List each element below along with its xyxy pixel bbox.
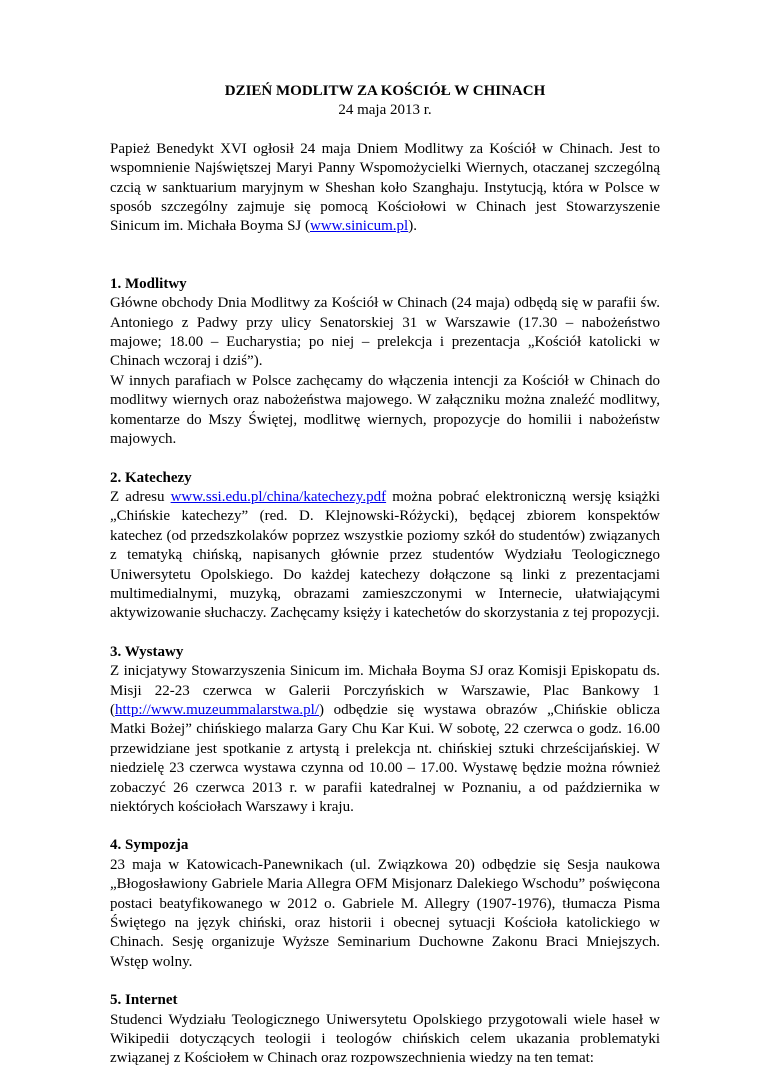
section-heading-katechezy: 2. Katechezy (110, 469, 192, 486)
section-internet (110, 991, 660, 1069)
katechezy-pdf-link[interactable]: www.ssi.edu.pl/china/katechezy.pdf (170, 488, 387, 505)
modlitwy-paragraph-1: Główne obchody Dnia Modlitwy za Kościół w Chinach (24 maja) odbędą się w parafii św. Antoniego z Padwy przy ulicy Senatorskiej 31 w Warszawie (17.30 – nabożeństwo majowe; 18.00 – Eucharystia; po niej – prelekcja i prezentacja „Kościół katolicki w Chinach wczoraj i dziś”). (110, 295, 660, 370)
section-wystawy (110, 643, 660, 818)
intro-paragraph (110, 140, 660, 237)
section-heading-internet: 5. Internet (110, 992, 178, 1009)
document-title: DZIEŃ MODLITW ZA KOŚCIÓŁ W CHINACH (224, 83, 546, 99)
section-heading-wystawy: 3. Wystawy (110, 643, 184, 660)
muzeum-link[interactable]: http://www.muzeummalarstwa.pl/ (115, 701, 319, 718)
intro-text: Papież Benedykt XVI ogłosił 24 maja Dniem Modlitwy za Kościół w Chinach. Jest to wspomnienie Najświętszej Maryi Panny Wspomożycielki Wiernych, otaczanej szczególną czcią w sanktuarium maryjnym w Sheshan koło Szanghaju. Instytucją, która w Polsce w sposób szczególny zajmuje się pomocą Kościołowi w Chinach jest Stowarzyszenie Sinicum im. Michała Boyma SJ ( (110, 140, 660, 235)
section-katechezy (110, 469, 660, 624)
section-modlitwy (110, 275, 660, 450)
wystawy-text-end: ) odbędzie się wystawa obrazów „Chińskie oblicza Matki Bożej” chińskiego malarza Gary Chu Kar Kui. W sobotę, 22 czerwca o godz. 16.00 przewidziane jest spotkanie z artystą i prelekcja nt. chińskiej sztuki chrześcijańskiej. W niedzielę 23 czerwca wystawa czynna od 10.00 – 17.00. Wystawę będzie można również zobaczyć 26 czerwca 2013 r. w parafii katedralnej w Poznaniu, a od października w niektórych kościołach Warszawy i kraju. (110, 701, 660, 815)
sinicum-link[interactable]: www.sinicum.pl (310, 218, 409, 235)
section-heading-modlitwy: 1. Modlitwy (110, 275, 187, 292)
katechezy-text: Z adresu (110, 488, 171, 505)
katechezy-text-end: można pobrać elektroniczną wersję książki „Chińskie katechezy” (red. D. Klejnowski-Różycki), będącej zbiorem konspektów katechez (od przedszkolaków poprzez wszystkie poziomy szkół do studentów) związanych z tematyką chińską, napisanych głównie przez studentów Wydziału Teologicznego Uniwersytetu Opolskiego. Do każdej katechezy dołączone są linki z prezentacjami multimedialnymi, muzyką, obrazami zamieszczonymi w Internecie, ułatwiającymi aktywizowanie słuchaczy. Zachęcamy księży i katechetów do skorzystania z tej propozycji. (110, 488, 661, 622)
katechezy-paragraph (110, 488, 660, 624)
document-page (110, 82, 660, 1069)
intro-text-end: ). (408, 218, 417, 235)
section-heading-sympozja: 4. Sympozja (110, 837, 189, 854)
wystawy-paragraph (110, 662, 660, 817)
modlitwy-paragraph-2: W innych parafiach w Polsce zachęcamy do włączenia intencji za Kościół w Chinach do modlitwy wiernych oraz nabożeństwa majowego. W załączniku można znaleźć modlitwy, komentarze do Mszy Świętej, modlitwę wiernych, propozycje do homilii i nabożeństw majowych. (110, 372, 660, 448)
wystawy-text: Z inicjatywy Stowarzyszenia Sinicum im. Michała Boyma SJ oraz Komisji Episkopatu ds. Misji 22-23 czerwca w Galerii Porczyńskich w Warszawie, Plac Bankowy 1 ( (110, 663, 660, 718)
section-sympozja (110, 836, 660, 972)
document-date: 24 maja 2013 r. (338, 102, 432, 119)
internet-paragraph: Studenci Wydziału Teologicznego Uniwersytetu Opolskiego przygotowali wiele haseł w Wikipedii dotyczących teologii i teologów chińskich celem ukazania problematyki związanej z Kościołem w Chinach oraz rozpowszechnienia wiedzy na ten temat: (110, 1011, 660, 1067)
sympozja-paragraph: 23 maja w Katowicach-Panewnikach (ul. Związkowa 20) odbędzie się Sesja naukowa „Błogosławiony Gabriele Maria Allegra OFM Misjonarz Dalekiego Wschodu” poświęcona postaci beatyfikowanego w 2012 o. Gabriele M. Allegry (1907-1976), tłumacza Pisma Świętego na język chiński, oraz historii i obecnej sytuacji Kościoła katolickiego w Chinach. Sesję organizuje Wyższe Seminarium Duchowne Zakonu Braci Mniejszych. Wstęp wolny. (110, 856, 660, 970)
